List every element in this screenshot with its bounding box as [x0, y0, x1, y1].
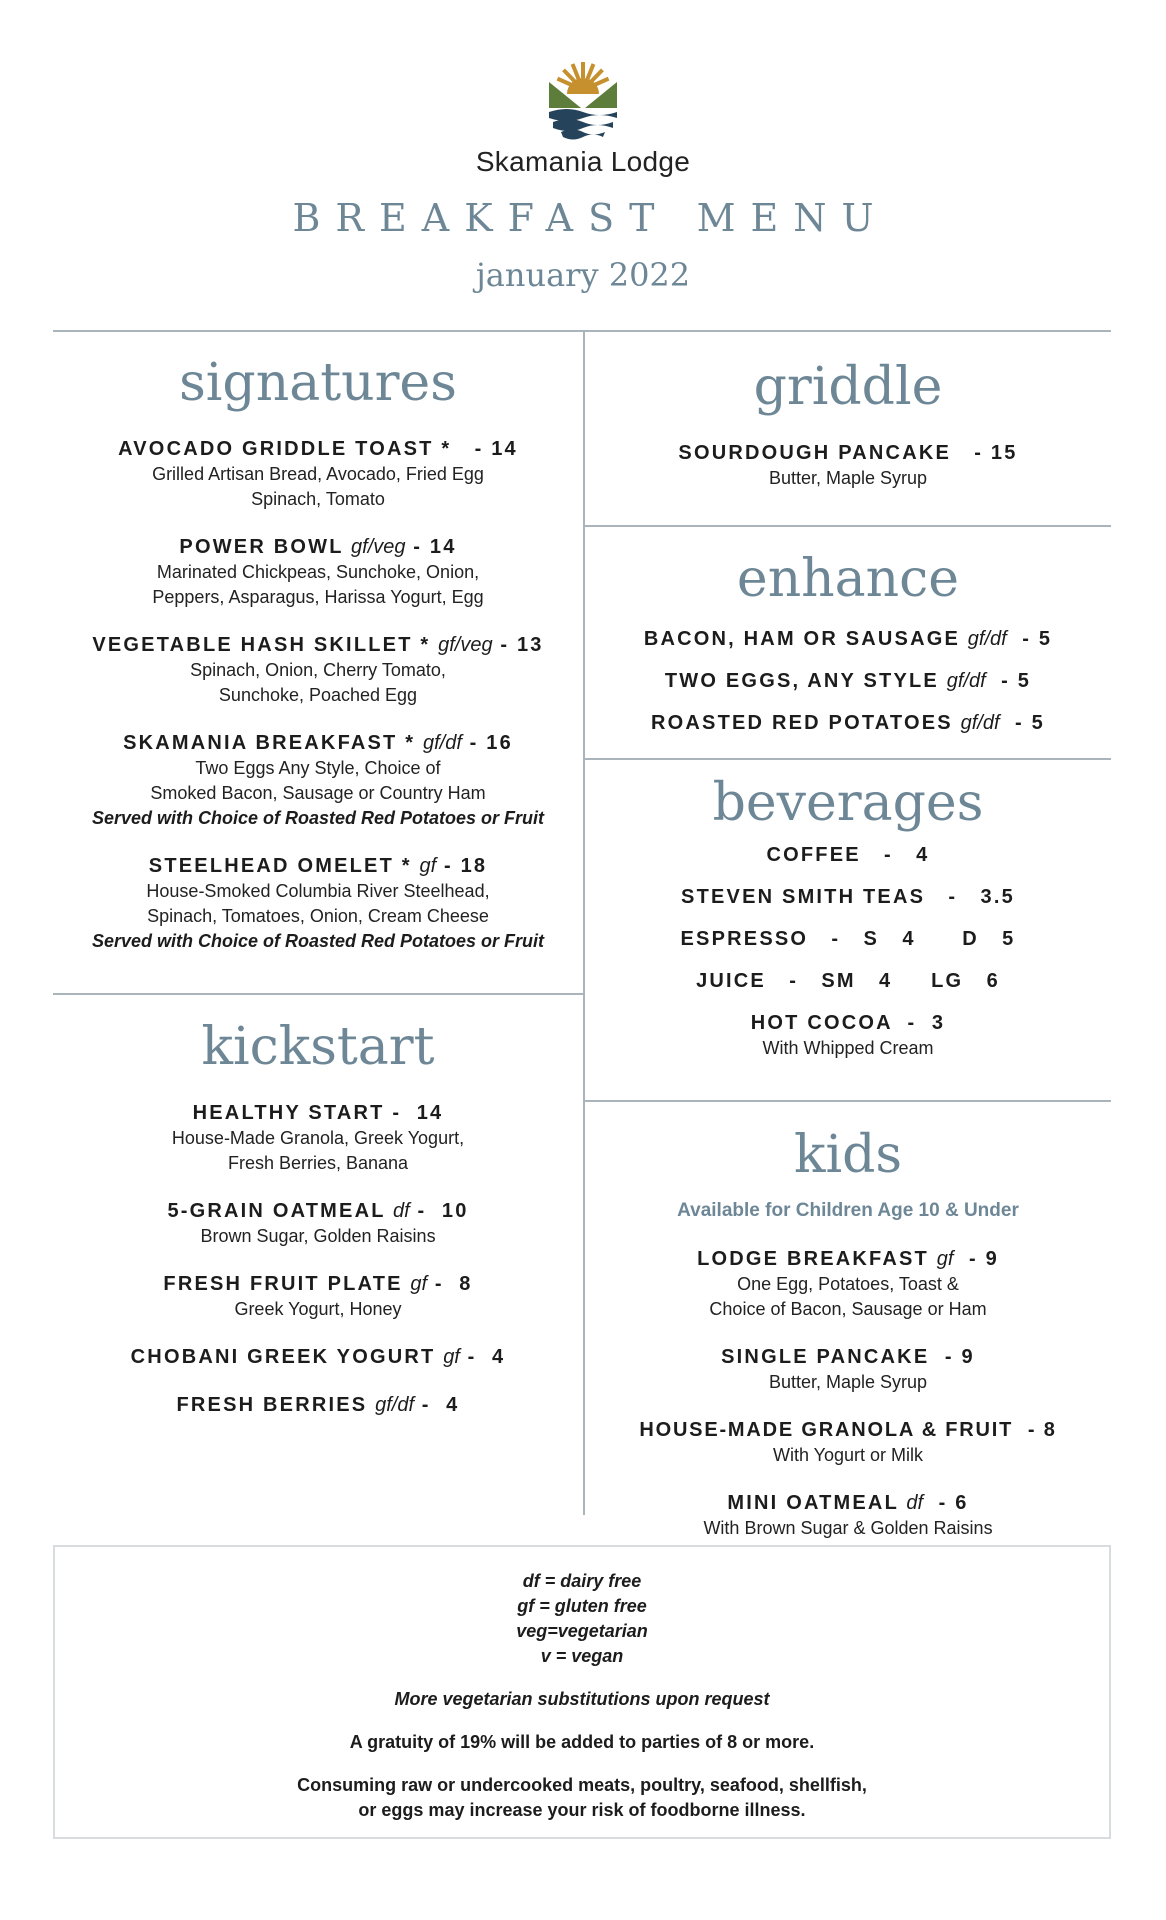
warning-line: Consuming raw or undercooked meats, poultry, seafood, shellfish, — [297, 1775, 867, 1795]
item-name: HOT COCOA — [750, 1012, 893, 1034]
menu-item: BACON, HAM OR SAUSAGE gf/df - 5 — [643, 628, 1053, 650]
item-description: Smoked Bacon, Sausage or Country Ham — [150, 783, 486, 803]
item-price: 14 — [416, 1102, 444, 1124]
section-title: kickstart — [201, 1017, 435, 1077]
item-name: MINI OATMEAL — [727, 1492, 899, 1514]
legend-line: df = dairy free — [522, 1571, 642, 1591]
beverage-item: ESPRESSO - S 4 D 5 — [680, 928, 1016, 950]
item-name: TWO EGGS, ANY STYLE — [664, 670, 939, 692]
kids-section — [585, 1124, 1111, 1563]
item-description: House-Smoked Columbia River Steelhead, — [146, 881, 490, 901]
section-title: griddle — [753, 357, 943, 417]
item-name: BACON, HAM OR SAUSAGE — [643, 628, 961, 650]
diet-tag: gf/df — [967, 628, 1007, 650]
diet-tag: gf/df — [946, 670, 986, 692]
menu-item: FRESH BERRIES gf/df - 4 — [176, 1394, 460, 1416]
section-title: kids — [793, 1125, 903, 1185]
menu-item: CHOBANI GREEK YOGURT gf - 4 — [130, 1346, 506, 1368]
item-description: House-Made Granola, Greek Yogurt, — [171, 1128, 465, 1148]
item-description: Choice of Bacon, Sausage or Ham — [709, 1299, 987, 1319]
diet-tag: gf — [410, 1273, 428, 1295]
menu-date: january 2022 — [475, 256, 691, 294]
item-name: VEGETABLE HASH SKILLET * — [92, 634, 431, 656]
divider — [53, 330, 1111, 332]
menu-item: SOURDOUGH PANCAKE - 15 Butter, Maple Syrup — [585, 440, 1111, 491]
item-price: 13 — [516, 634, 544, 656]
item-name: SOURDOUGH PANCAKE — [678, 442, 952, 464]
item-name: STEELHEAD OMELET * — [148, 855, 412, 877]
item-name: 5-GRAIN OATMEAL — [167, 1200, 386, 1222]
item-description: Brown Sugar, Golden Raisins — [200, 1226, 436, 1246]
item-price: 4 — [446, 1394, 460, 1416]
warning-line: or eggs may increase your risk of foodborne illness. — [358, 1800, 806, 1820]
item-price: 14 — [491, 438, 518, 460]
menu-item: SKAMANIA BREAKFAST * gf/df - 16 Two Eggs Any Style, Choice of Smoked Bacon, Sausage or Country Ham Served with Choice of Roasted Red Potatoes or Fruit — [53, 730, 583, 831]
menu-item: MINI OATMEAL df - 6 With Brown Sugar & Golden Raisins — [585, 1490, 1111, 1541]
item-price: 8 — [459, 1273, 473, 1295]
item-description: Peppers, Asparagus, Harissa Yogurt, Egg — [152, 587, 484, 607]
item-name: LODGE BREAKFAST — [697, 1248, 929, 1270]
diet-tag: gf — [936, 1248, 954, 1270]
signatures-section — [53, 352, 583, 976]
item-description: Marinated Chickpeas, Sunchoke, Onion, — [156, 562, 480, 582]
section-title: signatures — [179, 353, 457, 413]
sunrise-mountain-river-logo-icon — [547, 60, 619, 140]
enhance-section — [585, 548, 1111, 752]
item-name: ROASTED RED POTATOES — [651, 712, 953, 734]
item-description: One Egg, Potatoes, Toast & — [737, 1274, 959, 1294]
diet-tag: df — [906, 1492, 924, 1514]
item-name: CHOBANI GREEK YOGURT — [130, 1346, 436, 1368]
beverage-item: JUICE - SM 4 LG 6 — [696, 970, 1000, 992]
item-name: HEALTHY START — [192, 1102, 385, 1124]
diet-tag: gf — [443, 1346, 460, 1368]
item-price: 5 — [1038, 628, 1053, 650]
substitutions-note: More vegetarian substitutions upon request — [394, 1689, 770, 1709]
item-description: Greek Yogurt, Honey — [234, 1299, 402, 1319]
kids-subtitle: Available for Children Age 10 & Under — [677, 1200, 1019, 1221]
section-title: beverages — [712, 773, 984, 833]
legend-line: gf = gluten free — [517, 1596, 647, 1616]
diet-tag: gf/veg — [351, 536, 406, 558]
legend-line: v = vegan — [540, 1646, 624, 1666]
beverage-item: STEVEN SMITH TEAS - 3.5 — [681, 886, 1015, 908]
menu-item: SINGLE PANCAKE - 9 Butter, Maple Syrup — [585, 1344, 1111, 1395]
diet-tag: gf/veg — [438, 634, 493, 656]
item-price: 18 — [460, 855, 488, 877]
menu-item: FRESH FRUIT PLATE gf - 8 Greek Yogurt, Honey — [53, 1271, 583, 1322]
legend-line: veg=vegetarian — [516, 1621, 648, 1641]
menu-item: 5-GRAIN OATMEAL df - 10 Brown Sugar, Golden Raisins — [53, 1198, 583, 1249]
brand-name: Skamania Lodge — [475, 146, 691, 177]
griddle-section — [585, 356, 1111, 513]
item-price: 3 — [931, 1012, 946, 1034]
item-price: 10 — [441, 1200, 469, 1222]
item-name: AVOCADO GRIDDLE TOAST * — [118, 438, 452, 460]
item-price: 16 — [486, 732, 513, 754]
foodborne-warning — [55, 1773, 1109, 1823]
item-note: Served with Choice of Roasted Red Potatoes or Fruit — [91, 808, 545, 828]
menu-item: STEELHEAD OMELET * gf - 18 House-Smoked Columbia River Steelhead, Spinach, Tomatoes, Onion, Cream Cheese Served with Choice of Roasted Red Potatoes or Fruit — [53, 853, 583, 954]
item-description: With Yogurt or Milk — [772, 1445, 924, 1465]
menu-item: TWO EGGS, ANY STYLE gf/df - 5 — [664, 670, 1032, 692]
item-description: With Brown Sugar & Golden Raisins — [703, 1518, 993, 1538]
item-description: Sunchoke, Poached Egg — [218, 685, 418, 705]
footer-notes — [53, 1545, 1111, 1839]
kickstart-section — [53, 1016, 583, 1440]
menu-item: HEALTHY START - 14 House-Made Granola, Greek Yogurt, Fresh Berries, Banana — [53, 1100, 583, 1176]
menu-item: AVOCADO GRIDDLE TOAST * - 14 Grilled Artisan Bread, Avocado, Fried Egg Spinach, Tomato — [53, 436, 583, 512]
diet-tag: gf/df — [375, 1394, 415, 1416]
menu-item: LODGE BREAKFAST gf - 9 One Egg, Potatoes, Toast & Choice of Bacon, Sausage or Ham — [585, 1246, 1111, 1322]
item-price: 9 — [961, 1346, 975, 1368]
item-name: SKAMANIA BREAKFAST * — [123, 732, 416, 754]
item-price: 14 — [429, 536, 457, 558]
beverages-section — [585, 772, 1111, 1083]
item-description: Spinach, Tomatoes, Onion, Cream Cheese — [147, 906, 489, 926]
diet-tag: df — [393, 1200, 410, 1222]
menu-item: ROASTED RED POTATOES gf/df - 5 — [651, 712, 1045, 734]
divider — [585, 1100, 1111, 1102]
item-name: SINGLE PANCAKE — [721, 1346, 930, 1368]
diet-tag: gf/df — [960, 712, 1000, 734]
item-price: 5 — [1031, 712, 1045, 734]
item-note: Served with Choice of Roasted Red Potatoes or Fruit — [91, 931, 545, 951]
divider — [53, 993, 583, 995]
section-title: enhance — [736, 549, 960, 609]
item-description: Fresh Berries, Banana — [227, 1153, 409, 1173]
item-description: Spinach, Onion, Cherry Tomato, — [190, 660, 446, 680]
item-description: With Whipped Cream — [762, 1038, 934, 1058]
item-price: 9 — [985, 1248, 999, 1270]
menu-item: VEGETABLE HASH SKILLET * gf/veg - 13 Spinach, Onion, Cherry Tomato, Sunchoke, Poached Egg — [53, 632, 583, 708]
item-price: 6 — [955, 1492, 969, 1514]
item-description: Spinach, Tomato — [251, 489, 385, 509]
item-name: FRESH FRUIT PLATE — [163, 1273, 403, 1295]
item-description: Butter, Maple Syrup — [768, 468, 928, 488]
item-description: Butter, Maple Syrup — [768, 1372, 928, 1392]
diet-tag: gf — [419, 855, 437, 877]
menu-title: BREAKFAST MENU — [292, 196, 889, 240]
menu-item: HOUSE-MADE GRANOLA & FRUIT - 8 With Yogurt or Milk — [585, 1417, 1111, 1468]
menu-header — [0, 0, 1166, 320]
menu-item: HOT COCOA - 3 With Whipped Cream — [585, 1010, 1111, 1061]
divider — [585, 758, 1111, 760]
item-name: HOUSE-MADE GRANOLA & FRUIT — [639, 1419, 1014, 1441]
item-description: Two Eggs Any Style, Choice of — [195, 758, 441, 778]
item-price: 4 — [492, 1346, 506, 1368]
diet-tag: gf/df — [422, 732, 462, 754]
item-description: Grilled Artisan Bread, Avocado, Fried Egg — [152, 464, 484, 484]
item-price: 15 — [990, 442, 1018, 464]
menu-item: POWER BOWL gf/veg - 14 Marinated Chickpeas, Sunchoke, Onion, Peppers, Asparagus, Harissa Yogurt, Egg — [53, 534, 583, 610]
divider — [585, 525, 1111, 527]
item-price: 8 — [1043, 1419, 1057, 1441]
beverage-item: COFFEE - 4 — [766, 844, 930, 866]
item-name: POWER BOWL — [179, 536, 344, 558]
gratuity-note: A gratuity of 19% will be added to parties of 8 or more. — [349, 1732, 815, 1752]
item-name: FRESH BERRIES — [176, 1394, 368, 1416]
item-price: 5 — [1017, 670, 1032, 692]
